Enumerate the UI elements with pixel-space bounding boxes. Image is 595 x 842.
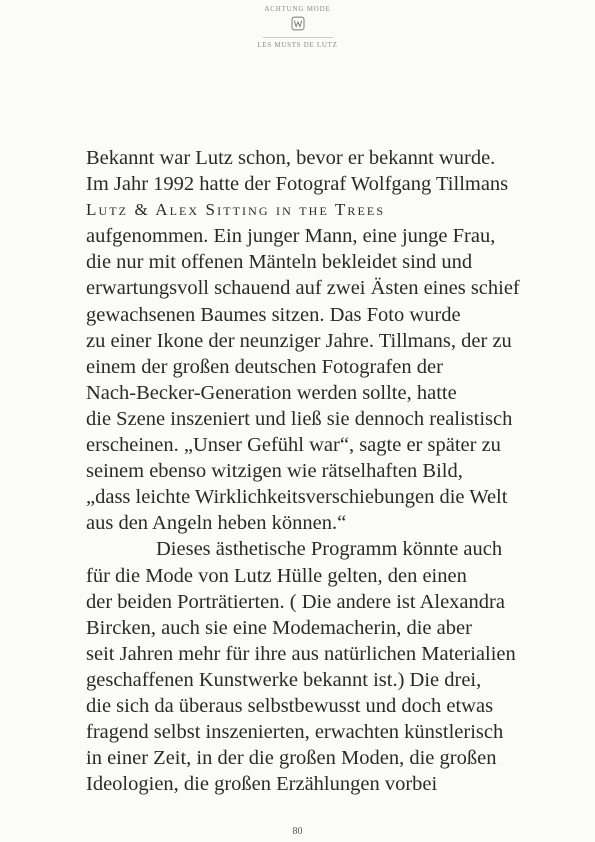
text-line: Ideologien, die großen Erzählungen vorbei (86, 773, 438, 796)
text-line: Bekannt war Lutz schon, bevor er bekannt wurde. (86, 147, 496, 169)
paragraph-start: Dieses ästhetische Programm könnte auch (156, 538, 503, 561)
body-text (86, 145, 556, 797)
page-number: 80 (292, 826, 303, 837)
photo-title: Lutz & Alex Sitting in the Trees (86, 200, 386, 220)
text-line: die nur mit offenen Mänteln bekleidet sind und (86, 251, 473, 274)
section-title: LES MUSTS DE LUTZ (257, 41, 338, 49)
text-line: „dass leichte Wirklichkeitsverschiebungen die Welt (86, 486, 508, 509)
text-line: Bircken, auch sie eine Modemacherin, die aber (86, 616, 472, 639)
text-line: Nach-Becker-Generation werden sollte, hatte (86, 381, 457, 404)
text-line: die sich da überaus selbstbewusst und doch etwas (86, 694, 494, 717)
text-line: der beiden Porträtierten. ( Die andere ist Alexandra (86, 590, 505, 613)
text-line: in einer Zeit, in der die großen Moden, die großen (86, 747, 497, 770)
text-line: erscheinen. „Unser Gefühl war“, sagte er später zu (86, 434, 501, 457)
text-line: seinem ebenso witzigen wie rätselhaften Bild, (86, 460, 463, 483)
text-line: Im Jahr 1992 hatte der Fotograf Wolfgang Tillmans (86, 173, 509, 196)
text-line: aus den Angeln heben können.“ (86, 512, 347, 535)
text-line: geschaffenen Kunstwerke bekannt ist.) Die drei, (86, 668, 482, 691)
text-line: fragend selbst inszenierten, erwachten künstlerisch (86, 721, 504, 744)
text-line: aufgenommen. Ein junger Mann, eine junge Frau, (86, 225, 496, 248)
running-head: ACHTUNG MODE (264, 5, 331, 13)
text-line: seit Jahren mehr für ihre aus natürlichen Materialien (86, 642, 516, 665)
text-line: einem der großen deutschen Fotografen der (86, 355, 443, 378)
text-line: zu einer Ikone der neunziger Jahre. Tillmans, der zu (86, 329, 512, 352)
crest-logo-icon (290, 16, 305, 31)
text-line: gewachsenen Baumes sitzen. Das Foto wurde (86, 303, 461, 326)
text-line: für die Mode von Lutz Hülle gelten, den einen (86, 564, 467, 587)
text-line: erwartungsvoll schauend auf zwei Ästen eines schief (86, 277, 520, 300)
text-line: die Szene inszeniert und ließ sie dennoch realistisch (86, 407, 513, 430)
header-rule (263, 37, 333, 38)
